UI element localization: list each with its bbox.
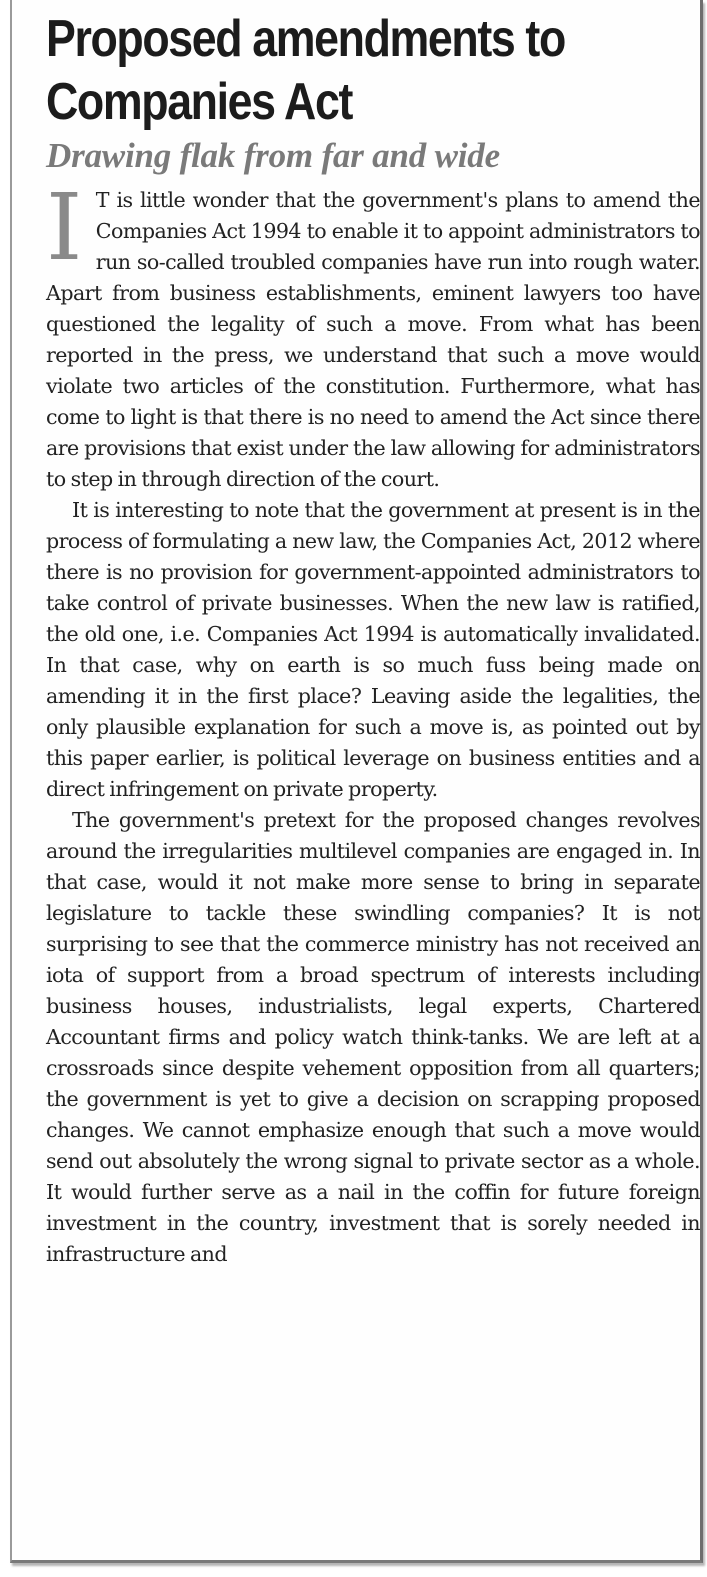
paragraph-3: The government's pretext for the proposed changes revolves around the irregularities multilevel companies are engaged in. In that case, would it not make more sense to bring in separate legislature to tackle these swindling companies? It is not surprising to see that the commerce ministry has not received an iota of support from a broad spectrum of interests including business houses, industrialists, legal experts, Chartered Accountant firms and policy watch think-tanks. We are left at a crossroads since despite vehement opposition from all quarters; the government is yet to give a decision on scrapping proposed changes. We cannot emphasize enough that such a move would send out absolutely the wrong signal to private sector as a whole. It would further serve as a nail in the coffin for future foreign investment in the country, investment that is sorely needed in infrastructure and — [46, 808, 700, 1266]
subheadline: Drawing flak from far and wide — [46, 136, 500, 175]
headline: Proposed amendments to Companies Act — [46, 10, 565, 131]
paragraph-1 — [46, 174, 700, 495]
editorial-article — [46, 8, 700, 1270]
drop-cap: I — [46, 174, 82, 281]
newspaper-clipping — [10, 0, 703, 1563]
paragraph-1-text: T is little wonder that the government's plans to amend the Companies Act 1994 to enable it to appoint administrators to run so-called troubled companies have run into rough water. Apart from business establishments, eminent lawyers too have questioned the legality of such a move. From what has been reported in the press, we understand that such a move would violate two articles of the constitution. Furthermore, what has come to light is that there is no need to amend the Act since there are provisions that exist under the law allowing for administrators to step in through direction of the court. — [46, 188, 700, 491]
paragraph-2: It is interesting to note that the government at present is in the process of formulating a new law, the Companies Act, 2012 where there is no provision for government-appointed administrators to take control of private businesses. When the new law is ratified, the old one, i.e. Companies Act 1994 is automatically invalidated. In that case, why on earth is so much fuss being made on amending it in the first place? Leaving aside the legalities, the only plausible explanation for such a move is, as pointed out by this paper earlier, is political leverage on business entities and a direct infringement on private property. — [46, 498, 700, 801]
article-body — [46, 174, 700, 1270]
